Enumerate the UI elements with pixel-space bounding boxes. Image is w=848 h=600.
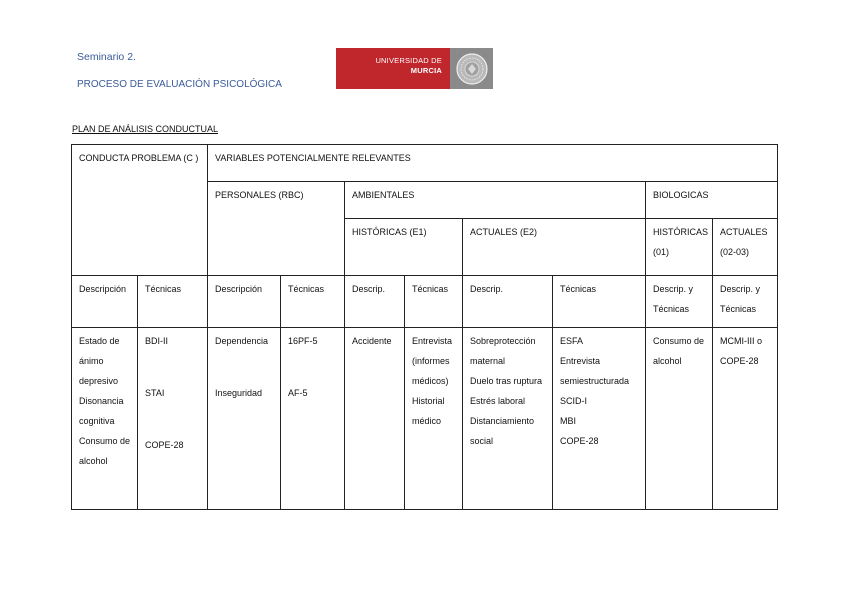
list-item: COPE-28: [560, 436, 599, 446]
seal-icon: [450, 48, 493, 89]
list-item: Consumo de alcohol: [79, 436, 131, 466]
subheader-cell: Técnicas: [553, 276, 646, 328]
list-item: Disonancia cognitiva: [79, 396, 124, 426]
subheader-cell: Descripción: [72, 276, 138, 328]
list-item: Duelo tras ruptura: [470, 376, 543, 386]
seminar-title: Seminario 2.: [77, 51, 136, 63]
list-item: MCMI-III o COPE-28: [720, 336, 763, 366]
list-item: Inseguridad: [215, 388, 263, 398]
list-item: Estrés laboral: [470, 396, 526, 406]
list-item: Distanciamiento social: [470, 416, 535, 446]
process-title: PROCESO DE EVALUACIÓN PSICOLÓGICA: [77, 79, 282, 90]
list-item: Consumo de alcohol: [653, 336, 705, 366]
subheader-cell: Técnicas: [405, 276, 463, 328]
list-item: AF-5: [288, 388, 308, 398]
behavioral-analysis-table: [71, 144, 778, 510]
plan-title: PLAN DE ANÁLISIS CONDUCTUAL: [72, 124, 219, 134]
list-item: Dependencia: [215, 336, 269, 346]
header-biologicas: BIOLOGICAS: [646, 182, 778, 219]
subheader-cell: Técnicas: [138, 276, 208, 328]
list-item: Sobreprotección maternal: [470, 336, 536, 366]
subheader-cell: Descrip. y Técnicas: [713, 276, 778, 328]
list-item: BDI-II: [145, 336, 169, 346]
list-item: ESFA: [560, 336, 584, 346]
list-item: Entrevista semiestructurada: [560, 356, 630, 386]
header-historicas-e1: HISTÓRICAS (E1): [345, 219, 463, 276]
body-cell-conducta-tecnicas: [138, 328, 208, 510]
list-item: STAI: [145, 388, 165, 398]
body-cell-actuales-descrip: [463, 328, 553, 510]
logo-line-1: UNIVERSIDAD DE: [375, 56, 442, 65]
university-logo: [336, 48, 493, 89]
body-cell-historicas-descrip: [345, 328, 405, 510]
body-cell-biologicas-actuales: [713, 328, 778, 510]
header-personales: PERSONALES (RBC): [208, 182, 345, 276]
header-actuales-e2: ACTUALES (E2): [463, 219, 646, 276]
header-conducta-problema: CONDUCTA PROBLEMA (C ): [72, 145, 208, 276]
subheader-cell: Descripción: [208, 276, 281, 328]
list-item: Accidente: [352, 336, 392, 346]
logo-line-2: MURCIA: [410, 66, 442, 75]
body-cell-personales-descripcion: [208, 328, 281, 510]
list-item: 16PF-5: [288, 336, 318, 346]
body-cell-actuales-tecnicas: [553, 328, 646, 510]
list-item: Historial médico: [412, 396, 445, 426]
header-actuales-0203: ACTUALES (02-03): [713, 219, 778, 276]
body-cell-biologicas-historicas: [646, 328, 713, 510]
list-item: Estado de ánimo depresivo: [79, 336, 120, 386]
list-item: COPE-28: [145, 440, 184, 450]
subheader-cell: Técnicas: [281, 276, 345, 328]
logo-banner: [336, 48, 450, 89]
subheader-cell: Descrip. y Técnicas: [646, 276, 713, 328]
header-variables: VARIABLES POTENCIALMENTE RELEVANTES: [208, 145, 778, 182]
subheader-cell: Descrip.: [463, 276, 553, 328]
subheader-cell: Descrip.: [345, 276, 405, 328]
header-ambientales: AMBIENTALES: [345, 182, 646, 219]
body-cell-conducta-descripcion: [72, 328, 138, 510]
body-cell-historicas-tecnicas: [405, 328, 463, 510]
body-cell-personales-tecnicas: [281, 328, 345, 510]
list-item: Entrevista (informes médicos): [412, 336, 453, 386]
header-historicas-01: HISTÓRICAS (01): [646, 219, 713, 276]
list-item: SCID-I: [560, 396, 588, 406]
list-item: MBI: [560, 416, 577, 426]
